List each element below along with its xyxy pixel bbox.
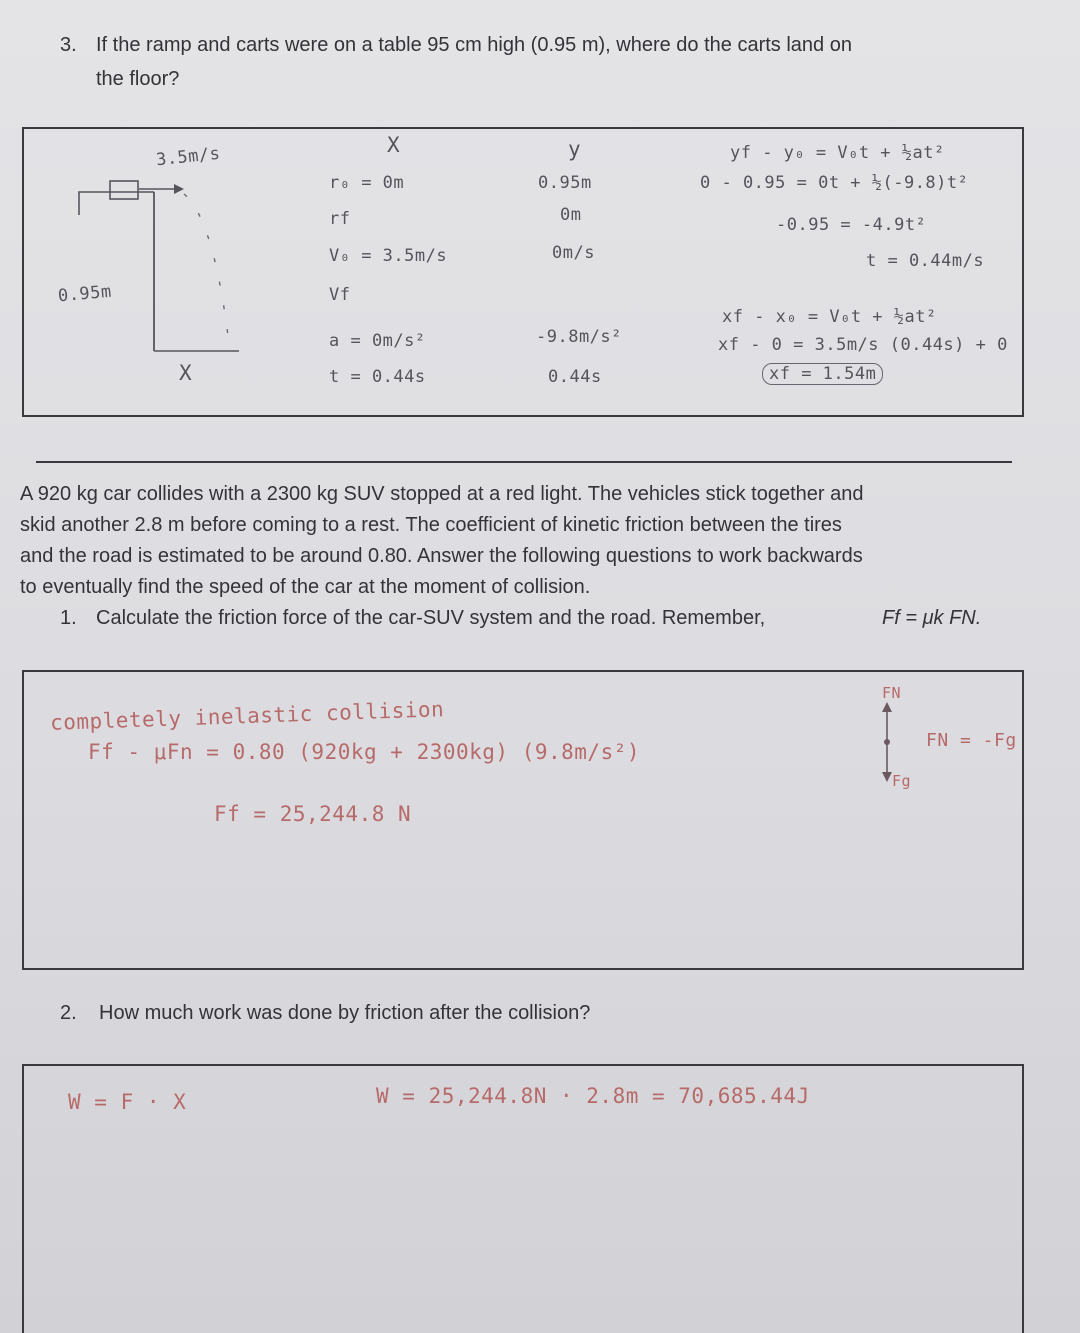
question-2-number: 2. <box>60 1002 77 1024</box>
force-balance: FN = -Fg <box>926 730 1017 751</box>
y-acceleration: -9.8m/s² <box>536 327 622 347</box>
equation-4: t = 0.44m/s <box>866 251 985 271</box>
x-acceleration: a = 0m/s² <box>329 331 426 351</box>
normal-force-label: FN <box>882 684 902 702</box>
question-3-line1: If the ramp and carts were on a table 95 cm high (0.95 m), where do the carts land on <box>96 34 852 56</box>
equation-2: 0 - 0.95 = 0t + ½(-9.8)t² <box>700 173 969 193</box>
question-2-answer-box <box>22 1064 1024 1333</box>
arrow-head <box>174 184 184 194</box>
y-final-position: 0m <box>560 205 582 225</box>
question-1-text: Calculate the friction force of the car-SUV system and the road. Remember, <box>96 607 766 629</box>
scenario-line4: to eventually find the speed of the car at the moment of collision. <box>20 576 591 598</box>
inelastic-note: completely inelastic collision <box>49 697 445 735</box>
cart-drawing <box>110 181 138 199</box>
y-column-header: y <box>568 137 582 161</box>
y-time: 0.44s <box>548 367 602 387</box>
table-sketch <box>24 129 264 399</box>
sketch-speed-label: 3.5m/s <box>155 143 222 171</box>
equation-3: -0.95 = -4.9t² <box>776 215 927 235</box>
equation-1: yf - y₀ = V₀t + ½at² <box>730 143 945 163</box>
equation-6: xf - 0 = 3.5m/s (0.44s) + 0 <box>718 335 1008 355</box>
equation-7-answer: xf = 1.54m <box>762 363 883 385</box>
friction-equation: Ff - μFn = 0.80 (920kg + 2300kg) (9.8m/s²) <box>88 740 641 764</box>
sketch-x-mark: X <box>179 361 193 385</box>
equation-5: xf - x₀ = V₀t + ½at² <box>722 307 937 327</box>
question-3-answer-box <box>22 127 1024 417</box>
table-top <box>79 192 154 215</box>
question-2-text: How much work was done by friction after the collision? <box>99 1002 591 1024</box>
x-final-position: rf <box>329 209 351 229</box>
friction-result: Ff = 25,244.8 N <box>214 802 412 826</box>
x-initial-position: r₀ = 0m <box>329 173 405 193</box>
x-column-header: X <box>387 133 401 157</box>
scenario-line2: skid another 2.8 m before coming to a rest. The coefficient of kinetic friction between the tires <box>20 514 842 536</box>
scenario-line3: and the road is estimated to be around 0.80. Answer the following questions to work backwards <box>20 545 863 567</box>
work-formula: W = F · X <box>68 1090 187 1114</box>
gravity-force-label: Fg <box>892 772 912 790</box>
x-final-velocity: Vf <box>329 285 351 305</box>
question-3-line2: the floor? <box>96 68 180 90</box>
scenario-line1: A 920 kg car collides with a 2300 kg SUV stopped at a red light. The vehicles stick together and <box>20 483 864 505</box>
work-answer: W = 25,244.8N · 2.8m = 70,685.44J <box>376 1084 810 1108</box>
section-divider <box>36 461 1012 463</box>
sketch-height-label: 0.95m <box>57 281 113 307</box>
trajectory-path <box>184 194 229 344</box>
x-initial-velocity: V₀ = 3.5m/s <box>329 246 448 266</box>
question-1-number: 1. <box>60 607 77 629</box>
y-initial-position: 0.95m <box>538 173 592 193</box>
y-initial-velocity: 0m/s <box>552 243 595 263</box>
question-3-number: 3. <box>60 34 77 56</box>
question-1-answer-box <box>22 670 1024 970</box>
question-1-formula: Ff = μk FN. <box>882 607 982 629</box>
x-time: t = 0.44s <box>329 367 426 387</box>
